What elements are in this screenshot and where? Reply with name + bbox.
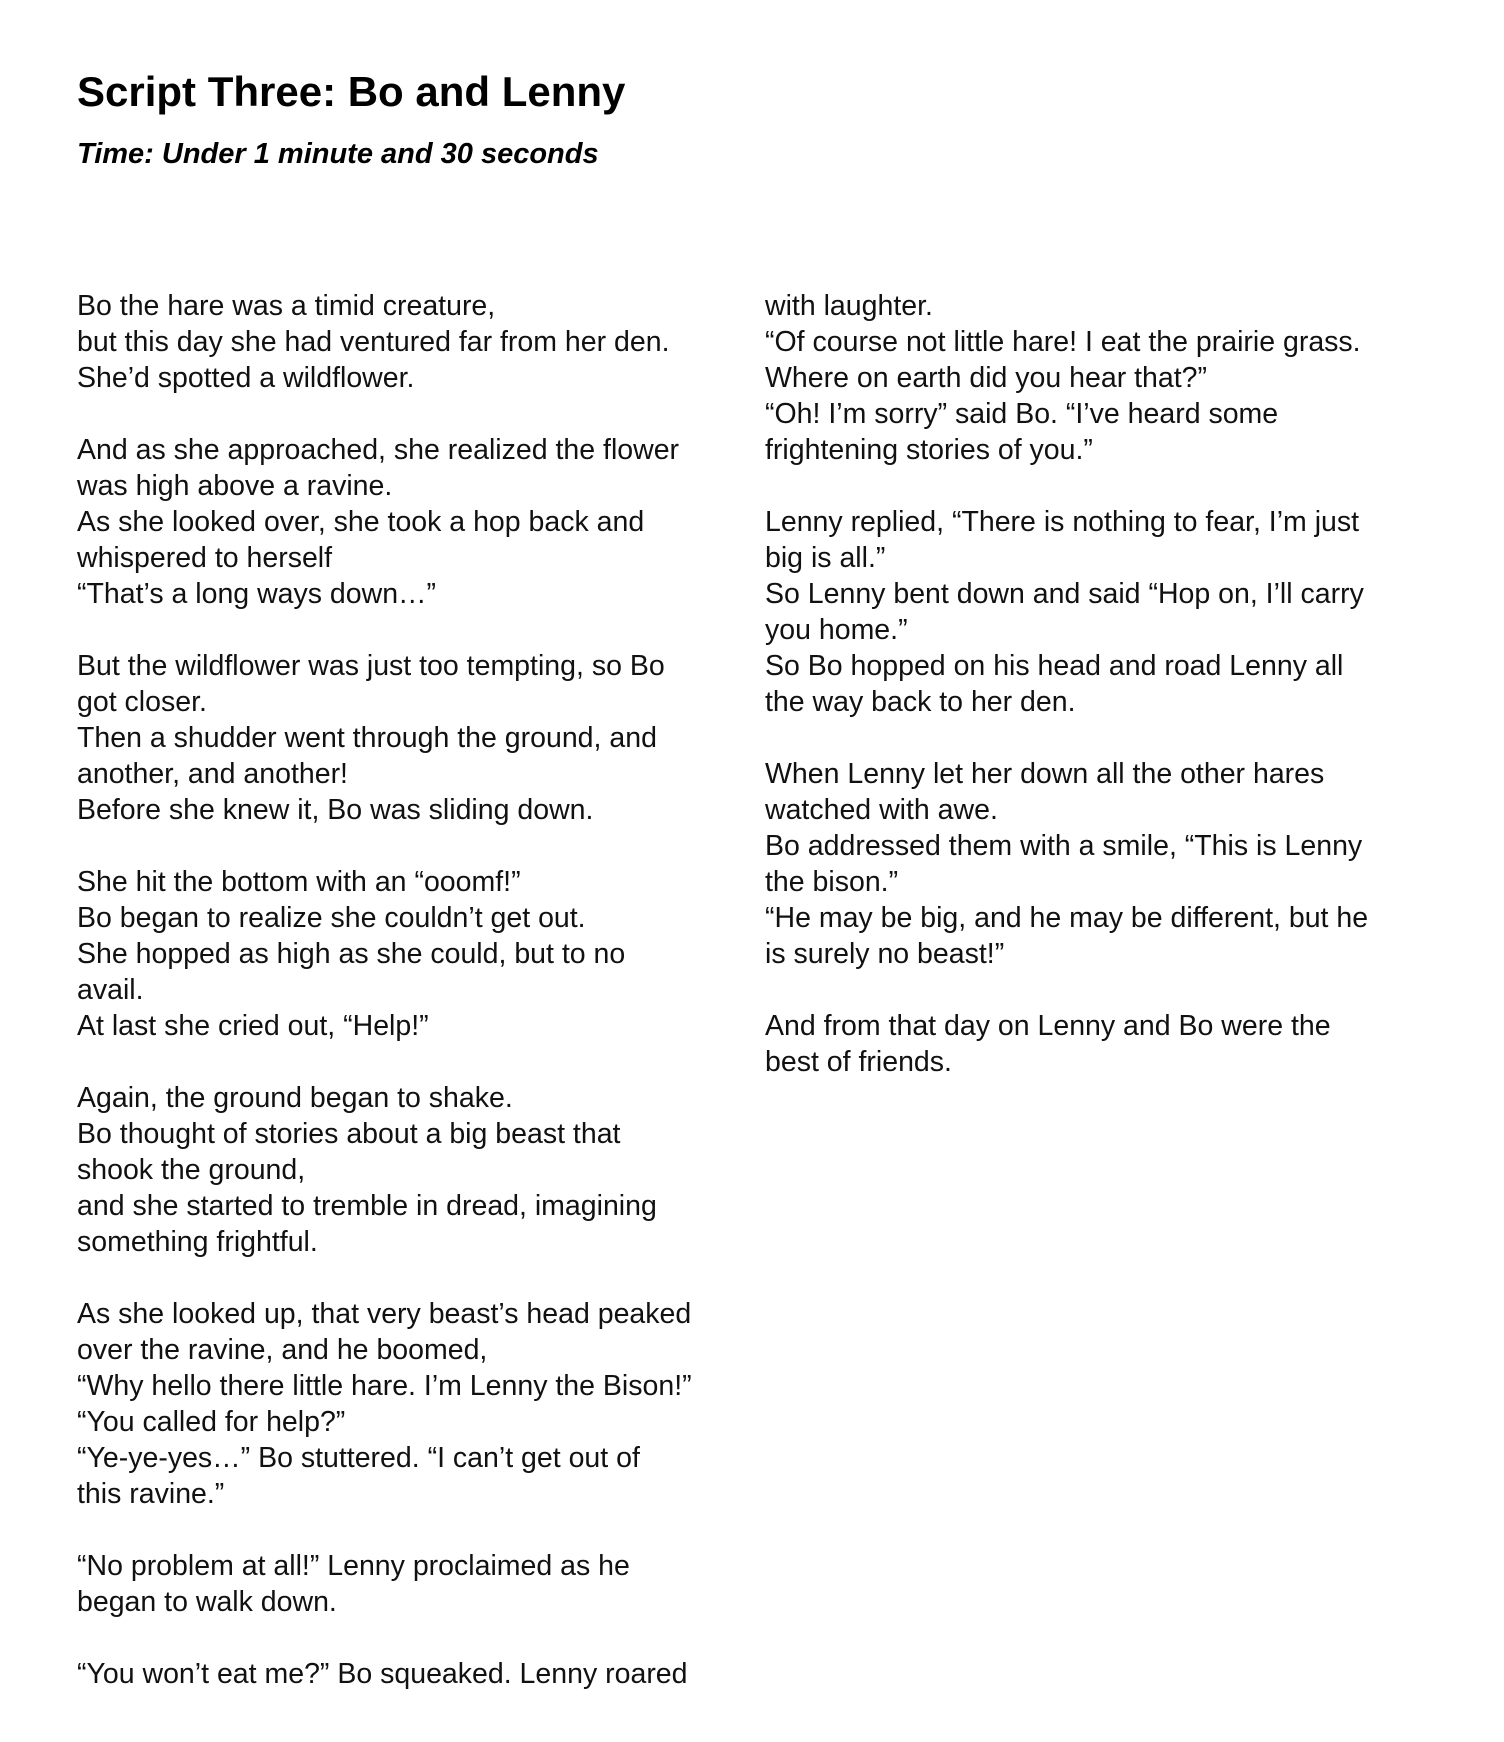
story-line: Before she knew it, Bo was sliding down. (77, 794, 594, 826)
story-paragraph (77, 864, 757, 1044)
story-line: “He may be big, and he may be different, but he (765, 902, 1369, 934)
story-line: this ravine.” (77, 1478, 225, 1510)
story-line: frightening stories of you.” (765, 434, 1093, 466)
story-column-left (77, 288, 757, 1728)
story-line: So Bo hopped on his head and road Lenny all (765, 650, 1344, 682)
story-line: Bo addressed them with a smile, “This is Lenny (765, 830, 1363, 862)
story-paragraph (765, 1008, 1445, 1080)
story-paragraph (77, 648, 757, 828)
story-line: another, and another! (77, 758, 348, 790)
story-paragraph (765, 504, 1445, 720)
story-line: the bison.” (765, 866, 899, 898)
story-paragraph (77, 1548, 757, 1620)
story-line: She hit the bottom with an “ooomf!” (77, 866, 521, 898)
story-line: you home.” (765, 614, 908, 646)
story-line: “Of course not little hare! I eat the prairie grass. (765, 326, 1361, 358)
story-line: Again, the ground began to shake. (77, 1082, 513, 1114)
story-line: watched with awe. (765, 794, 998, 826)
story-line: And as she approached, she realized the flower (77, 434, 680, 466)
story-line: avail. (77, 974, 144, 1006)
story-line: Bo began to realize she couldn’t get out. (77, 902, 586, 934)
story-line: “Ye-ye-yes…” Bo stuttered. “I can’t get out of (77, 1442, 640, 1474)
story-line: Bo thought of stories about a big beast that (77, 1118, 621, 1150)
story-line: “You won’t eat me?” Bo squeaked. Lenny roared (77, 1658, 688, 1690)
story-line: She’d spotted a wildflower. (77, 362, 415, 394)
story-line: big is all.” (765, 542, 886, 574)
story-paragraph (77, 1656, 757, 1692)
story-line: When Lenny let her down all the other hares (765, 758, 1325, 790)
story-line: over the ravine, and he boomed, (77, 1334, 488, 1366)
time-subtitle: Time: Under 1 minute and 30 seconds (77, 138, 599, 170)
story-line: Bo the hare was a timid creature, (77, 290, 496, 322)
story-line: something frightful. (77, 1226, 318, 1258)
story-line: Where on earth did you hear that?” (765, 362, 1208, 394)
story-column-right (765, 288, 1445, 1116)
story-line: got closer. (77, 686, 207, 718)
story-line: began to walk down. (77, 1586, 337, 1618)
story-line: She hopped as high as she could, but to no (77, 938, 626, 970)
story-line: As she looked over, she took a hop back and (77, 506, 645, 538)
story-line: is surely no beast!” (765, 938, 1005, 970)
story-line: And from that day on Lenny and Bo were the (765, 1010, 1331, 1042)
story-paragraph (77, 288, 757, 396)
story-line: Then a shudder went through the ground, and (77, 722, 657, 754)
story-line: But the wildflower was just too tempting, so Bo (77, 650, 665, 682)
story-line: was high above a ravine. (77, 470, 393, 502)
story-line: but this day she had ventured far from her den. (77, 326, 670, 358)
story-paragraph (77, 432, 757, 612)
story-line: “That’s a long ways down…” (77, 578, 437, 610)
story-line: and she started to tremble in dread, imagining (77, 1190, 657, 1222)
story-line: whispered to herself (77, 542, 333, 574)
story-line: As she looked up, that very beast’s head peaked (77, 1298, 692, 1330)
story-line: At last she cried out, “Help!” (77, 1010, 429, 1042)
story-line: “You called for help?” (77, 1406, 346, 1438)
story-line: So Lenny bent down and said “Hop on, I’ll carry (765, 578, 1364, 610)
story-paragraph (77, 1080, 757, 1260)
story-line: Lenny replied, “There is nothing to fear, I’m just (765, 506, 1360, 538)
story-paragraph (77, 1296, 757, 1512)
page-title: Script Three: Bo and Lenny (77, 68, 626, 115)
story-paragraph (765, 288, 1445, 468)
story-line: best of friends. (765, 1046, 952, 1078)
story-line: “No problem at all!” Lenny proclaimed as he (77, 1550, 630, 1582)
story-line: the way back to her den. (765, 686, 1076, 718)
story-line: “Oh! I’m sorry” said Bo. “I’ve heard some (765, 398, 1279, 430)
story-paragraph (765, 756, 1445, 972)
story-line: “Why hello there little hare. I’m Lenny the Bison!” (77, 1370, 692, 1402)
story-line: with laughter. (765, 290, 933, 322)
story-line: shook the ground, (77, 1154, 306, 1186)
